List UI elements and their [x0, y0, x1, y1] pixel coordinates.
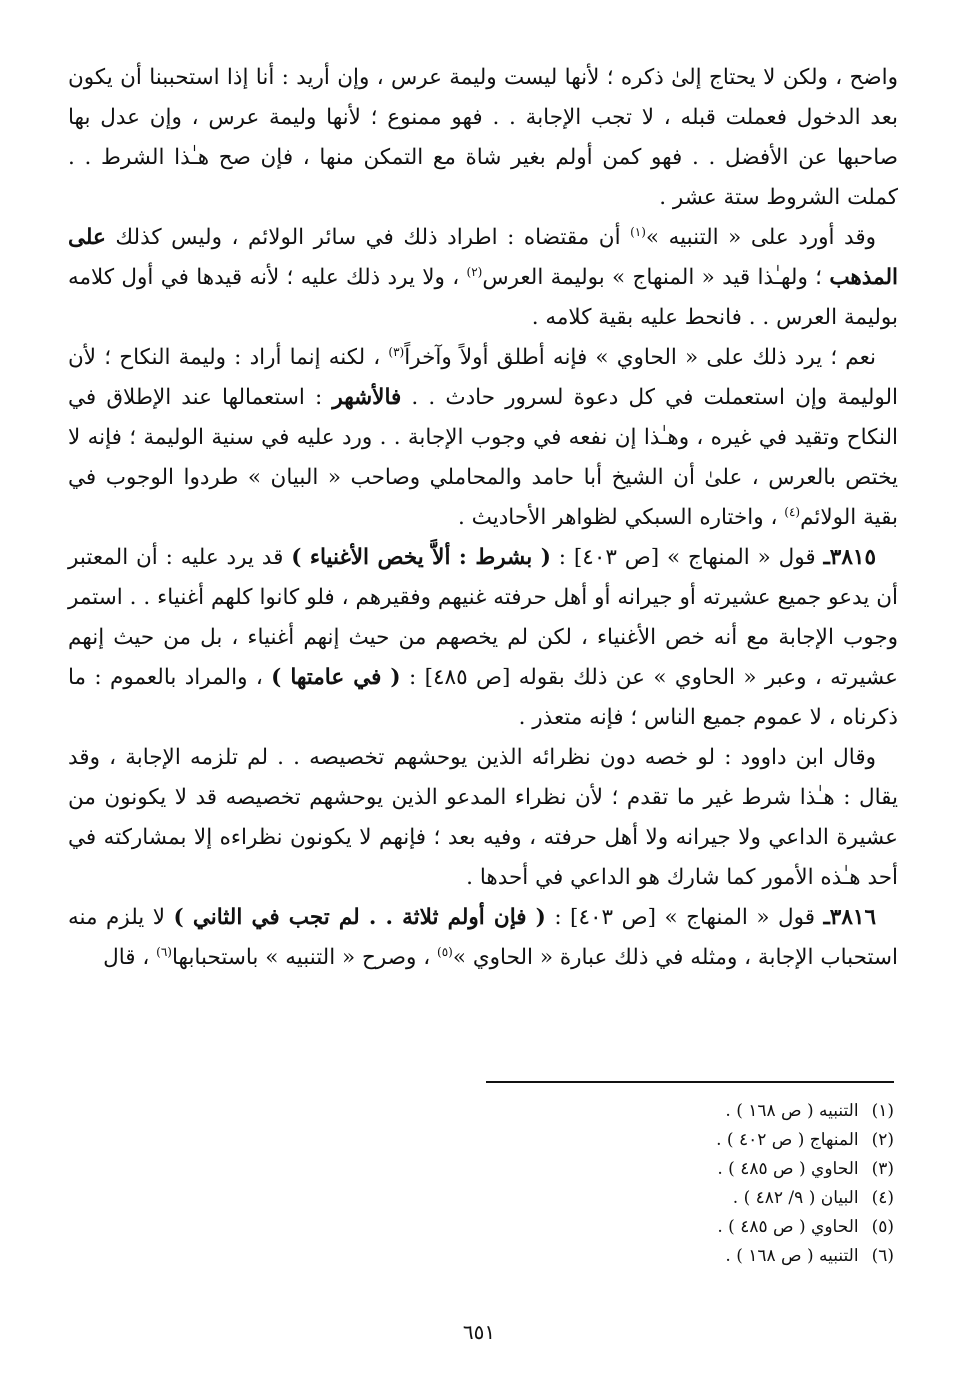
- text-run: ، ولا يرد ذلك عليه ؛ لأنه قيدها في أول كلامه بوليمة العرس . . فانحط عليه بقية كلامه .: [68, 265, 898, 330]
- footnote-marker: (٤): [784, 504, 801, 519]
- footnote-text: التنبيه ( ص ١٦٨ ) .: [725, 1246, 859, 1266]
- paragraph-2: [68, 218, 898, 338]
- footnote-marker: (٥): [437, 944, 453, 959]
- footnote-number: (٢): [871, 1130, 894, 1150]
- text-run: واضح ، ولكن لا يحتاج إلىٰ ذكره ؛ لأنها ليست وليمة عرس ، وإن أريد : أنا إذا استحببنا أن يكون بعد الدخول فعملت قبله ، لا تجب الإجابة . . فهو ممنوع ؛ لأنها وليمة عرس ، وإن عدل بها صاحبها عن الأفضل . . فهو كمن أولم بغير شاة مع التمكن منها ، فإن صح هـٰذا الشرط . . كملت الشروط ستة عشر .: [68, 65, 898, 210]
- page-number: ٦٥١: [462, 1320, 496, 1344]
- footnote-marker: (٢): [466, 264, 483, 279]
- bold-phrase: ( بشرط : ألاَّ يخص الأغنياء ): [291, 545, 551, 570]
- bold-phrase: ( في عامتها ): [271, 665, 401, 690]
- text-run: وقد أورد على « التنبيه »: [645, 225, 877, 250]
- text-run: قول « المنهاج » [ص ٤٠٣] :: [550, 545, 824, 570]
- footnote-3: [468, 1155, 894, 1184]
- text-run: نعم ؛ يرد ذلك على « الحاوي » فإنه أطلق أولاً وآخراً: [404, 345, 876, 370]
- paragraph-5: [68, 738, 898, 898]
- bold-phrase: على المذهب: [68, 225, 899, 290]
- text-run: ، لكنه إنما أراد : وليمة النكاح ؛ لأن الوليمة وإن استعملت في كل دعوة لسرور حادث . .: [68, 345, 899, 410]
- paragraph-6-entry-3816: [68, 898, 898, 978]
- footnote-number: (٦): [871, 1246, 894, 1266]
- text-run: قد يرد عليه : أن المعتبر أن يدعو جميع عشيرته أو جيرانه أو أهل حرفته غنيهم وفقيرهم ، فلو كانوا كلهم أغنياء . . استمر وجوب الإجابة مع أنه خص الأغنياء ، لكن لم يخصهم من حيث إنهم أغنياء ، بل من حيث إنهم عشيرته ، وعبر « الحاوي » عن ذلك بقوله [ص ٤٨٥] :: [68, 545, 898, 690]
- paragraph-4-entry-3815: [68, 538, 898, 738]
- text-run: ، وصرح « التنبيه » باستحبابها: [171, 945, 438, 970]
- footnote-text: التنبيه ( ص ١٦٨ ) .: [725, 1101, 859, 1121]
- text-run: ، واختاره السبكي لظواهر الأحاديث .: [457, 505, 785, 530]
- footnote-number: (٤): [871, 1188, 894, 1208]
- text-run: قول « المنهاج » [ص ٤٠٣] :: [545, 905, 824, 930]
- footnote-4: [468, 1184, 894, 1213]
- footnote-marker: (٦): [156, 944, 172, 959]
- paragraph-3: [68, 338, 898, 538]
- footnote-5: [468, 1213, 894, 1242]
- text-run: ، والمراد بالعموم : ما ذكرناه ، لا عموم جميع الناس ؛ فإنه متعذر .: [68, 665, 898, 730]
- main-text: [68, 58, 898, 978]
- footnote-separator: [486, 1081, 894, 1083]
- footnote-number: (١): [871, 1101, 894, 1121]
- footnote-number: (٣): [871, 1159, 894, 1179]
- footnote-2: [468, 1126, 894, 1155]
- footnote-text: الحاوي ( ص ٤٨٥ ) .: [717, 1217, 859, 1237]
- text-run: ، قال: [103, 945, 157, 970]
- footnote-number: (٥): [871, 1217, 894, 1237]
- footnote-text: الحاوي ( ص ٤٨٥ ) .: [717, 1159, 859, 1179]
- text-run: لا يلزم منه استحباب الإجابة ، ومثله في ذلك عبارة « الحاوي »: [68, 905, 898, 970]
- text-run: ؛ ولهـٰذا قيد « المنهاج » بوليمة العرس: [482, 265, 830, 290]
- text-run: : استعمالها عند الإطلاق في النكاح وتقيد في غيره ، وهـٰذا إن نفعه في وجوب الإجابة . . ورد عليه في سنية الوليمة ؛ فإنه لا يختص بالعرس ، علىٰ أن الشيخ أبا حامد والمحاملي وصاحب « البيان » طردوا الوجوب في بقية الولائم: [68, 385, 899, 530]
- paragraph-1: [68, 58, 898, 218]
- footnote-text: البيان ( ٩/ ٤٨٢ ) .: [732, 1188, 859, 1208]
- text-run: وقال ابن داوود : لو خصه دون نظرائه الذين يوحشهم تخصيصه . . لم تلزمه الإجابة ، وقد يقال : هـٰذا شرط غير ما تقدم ؛ لأن نظراء المدعو الذين يوحشهم تخصيصه قد لا يكونون من عشيرة الداعي ولا جيرانه ولا أهل حرفته ، وفيه بعد ؛ فإنهم لا يكونون نظراءه إلا بمشاركته في أحد هـٰذه الأمور كما شارك هو الداعي في أحدها .: [68, 745, 898, 890]
- bold-phrase: ٣٨١٦ـ: [823, 905, 876, 930]
- footnote-1: [468, 1097, 894, 1126]
- footnote-marker: (١): [630, 224, 646, 239]
- bold-phrase: ( فإن أولم ثلاثة . . لم تجب في الثاني ): [173, 905, 546, 930]
- footnote-text: المنهاج ( ص ٤٠٢ ) .: [716, 1130, 859, 1150]
- footnote-marker: (٣): [388, 344, 405, 359]
- footnote-6: [468, 1242, 894, 1271]
- text-run: أن مقتضاه : اطراد ذلك في سائر الولائم ، وليس كذلك: [105, 225, 631, 250]
- bold-phrase: ٣٨١٥ـ: [823, 545, 876, 570]
- footnotes: [468, 1097, 894, 1271]
- bold-phrase: فالأشهر: [332, 385, 402, 410]
